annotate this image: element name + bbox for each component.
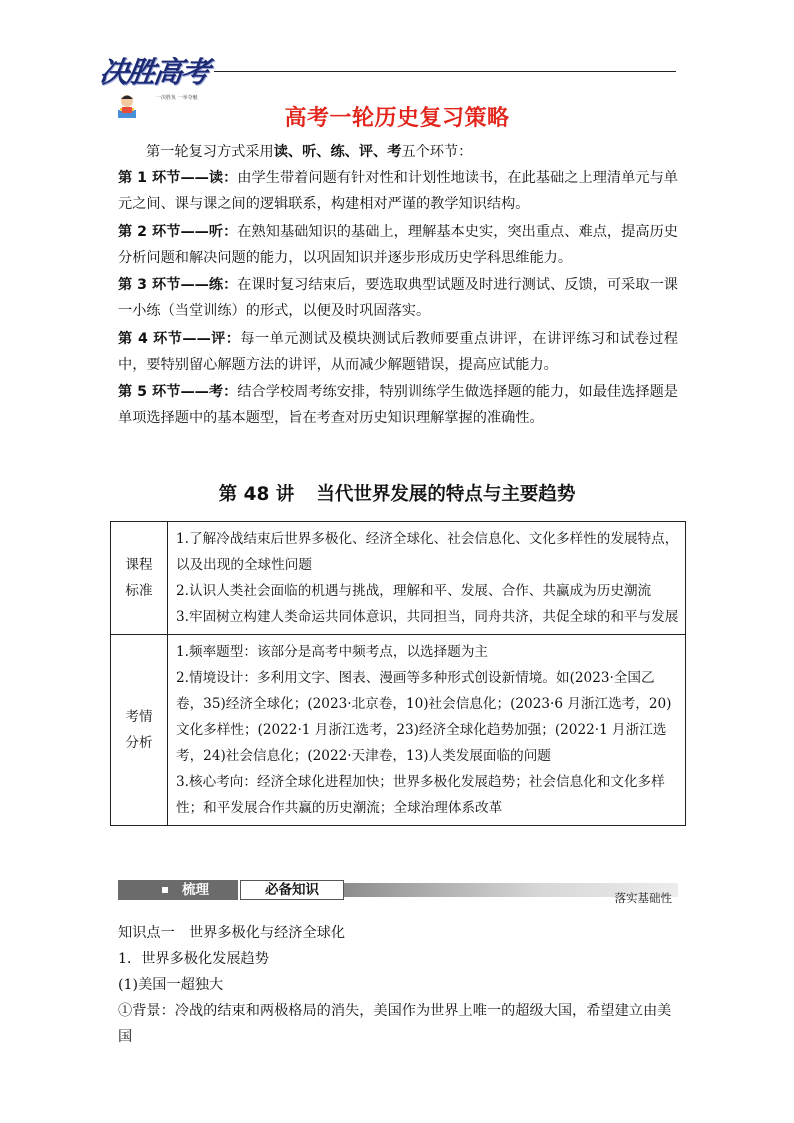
knowledge-point-title: 知识点一 世界多极化与经济全球化 [118,925,346,941]
step-text: 每一单元测试及模块测试后教师要重点讲评，在讲评练习和试卷过程中，要特别留心解题方法的讲评，从而减少解题错误，提高应试能力。 [118,331,678,373]
row-content [168,635,686,826]
knowledge-subheading: 1．世界多极化发展趋势 [118,951,269,967]
curriculum-table [110,521,686,826]
table-item: 1.频率题型：该部分是高考中频考点，以选择题为主 [176,644,489,660]
step-label: 第 4 环节——评： [118,331,241,347]
intro-keywords: 读、听、练、评、考 [273,144,402,160]
row-header-line: 课程 [125,557,153,573]
step-label: 第 5 环节——考： [118,384,238,400]
row-header [111,522,168,635]
step-label: 第 3 环节——练： [118,277,238,293]
knowledge-subheading: (1)美国一超独大 [118,977,224,993]
section-tab-primary [118,880,238,900]
step-label: 第 1 环节——读： [118,170,238,186]
step-text: 在课时复习结束后，要选取典型试题及时进行测试、反馈，可采取一课一小练（当堂训练）的形式，以便及时巩固落实。 [118,277,678,319]
step-paragraph-1 [118,165,678,217]
table-item: 3.牢固树立构建人类命运共同体意识，共同担当，同舟共济，共促全球的和平与发展 [176,609,679,625]
document-title: 高考一轮历史复习策略 [284,106,510,131]
table-item: 1.了解冷战结束后世界多极化、经济全球化、社会信息化、文化多样性的发展特点，以及出现的全球性问题 [176,531,679,573]
table-item: 2.情境设计：多利用文字、图表、漫画等多种形式创设新情境。如(2023·全国乙卷，35)经济全球化；(2023·北京卷，10)社会信息化；(2023·6 月浙江选考，20)文化多样性；(2022·1 月浙江选考，23)经济全球化趋势加强；(2022·1 月浙江选考，24)社会信息化；(2022·天津卷，13)人类发展面临的问题 [176,670,672,764]
step-text: 由学生带着问题有针对性和计划性地读书，在此基础之上理清单元与单元之间、课与课之间的逻辑联系，构建相对严谨的教学知识结构。 [118,170,678,212]
table-row [111,522,686,635]
section-right-label: 落实基础性 [614,891,672,905]
table-row [111,635,686,826]
step-text: 在熟知基础知识的基础上，理解基本史实，突出重点、难点，提高历史分析问题和解决问题的能力，以巩固知识并逐步形成历史学科思维能力。 [118,224,678,266]
row-header-line: 考情 [125,709,153,725]
table-item: 3.核心考向：经济全球化进程加快；世界多极化发展趋势；社会信息化和文化多样性；和平发展合作共赢的历史潮流；全球治理体系改革 [176,774,665,816]
section-tab-secondary: 必备知识 [240,880,344,900]
logo-slogan: 一决胜负 一举夺魁 [156,95,198,101]
row-content [168,522,686,635]
lecture-title: 当代世界发展的特点与主要趋势 [316,484,576,505]
section-bar [118,879,678,903]
table-item: 2.认识人类社会面临的机遇与挑战，理解和平、发展、合作、共赢成为历史潮流 [176,583,652,599]
intro-prefix: 第一轮复习方式采用 [146,144,274,160]
row-header [111,635,168,826]
step-paragraph-2 [118,219,678,271]
row-header-line: 标准 [125,583,153,599]
knowledge-text: ①背景：冷战的结束和两极格局的消失，美国作为世界上唯一的超级大国，希望建立由美国 [118,1003,672,1045]
step-paragraph-5 [118,379,678,431]
step-label: 第 2 环节——听： [118,224,238,240]
header-rule [214,71,676,72]
step-paragraph-3 [118,272,678,324]
lecture-number: 第 48 讲 [218,484,295,505]
step-text: 结合学校周考练安排，特别训练学生做选择题的能力，如最佳选择题是单项选择题中的基本题型，旨在考查对历史知识理解掌握的准确性。 [118,384,678,426]
logo-text: 决胜高考 [97,55,211,89]
intro-paragraph [118,139,678,165]
step-paragraph-4 [118,326,678,378]
square-bullet-icon [162,887,168,893]
row-header-line: 分析 [125,735,153,751]
lecture-heading [0,480,794,506]
section-tab-primary-label: 梳理 [182,882,209,898]
intro-suffix: 五个环节： [401,144,473,160]
